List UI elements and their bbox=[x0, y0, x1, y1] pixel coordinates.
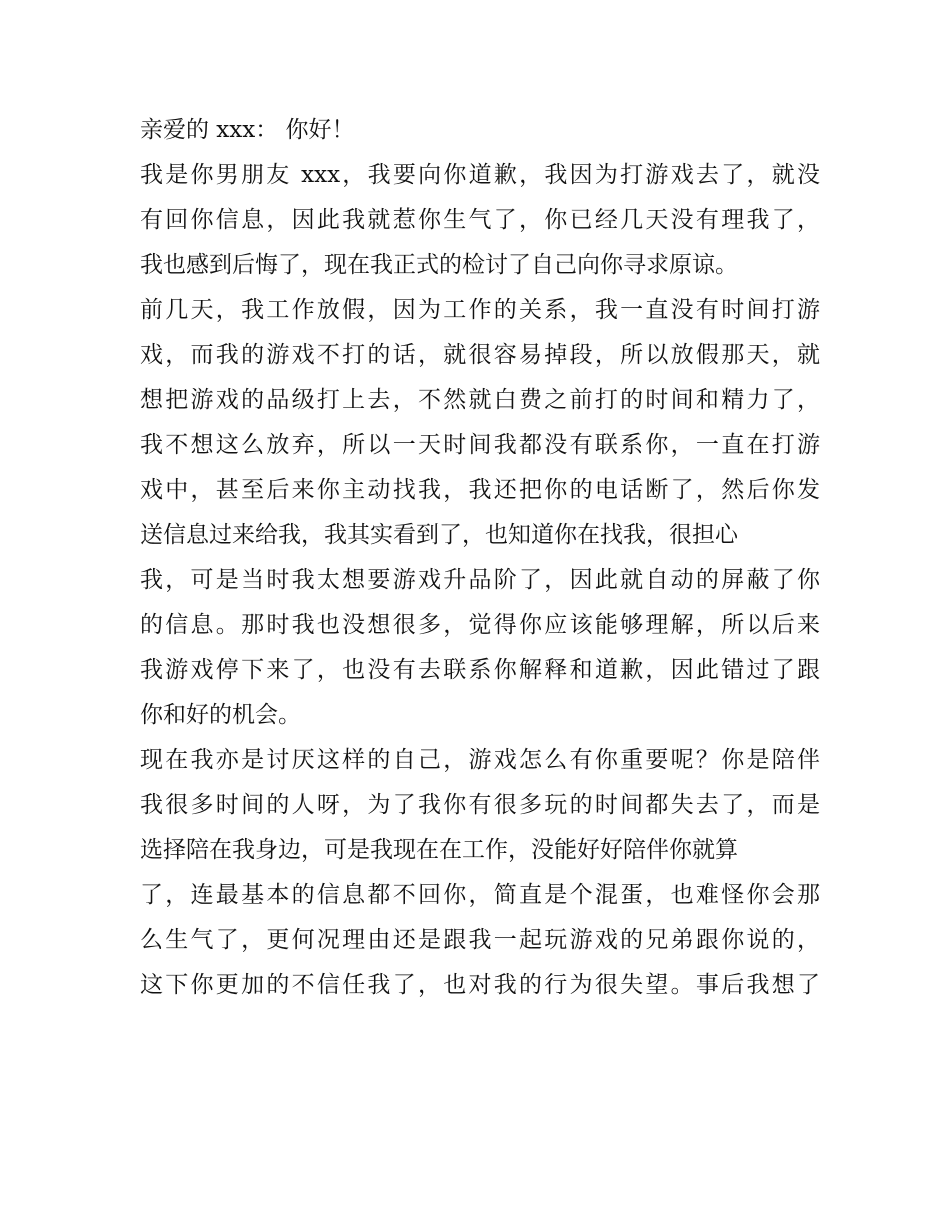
text-line: 现在我亦是讨厌这样的自己，游戏怎么有你重要呢？你是陪伴 bbox=[140, 747, 820, 773]
text-line: 送信息过来给我，我其实看到了，也知道你在找我，很担心 bbox=[140, 522, 738, 548]
text-line: 我，可是当时我太想要游戏升品阶了，因此就自动的屏蔽了你 bbox=[140, 567, 820, 593]
text-line: 戏中，甚至后来你主动找我，我还把你的电话断了，然后你发 bbox=[140, 477, 820, 503]
text-line: 我是你男朋友 xxx，我要向你道歉，我因为打游戏去了，就没 bbox=[140, 162, 820, 188]
text-line: 的信息。那时我也没想很多，觉得你应该能够理解，所以后来 bbox=[140, 612, 820, 638]
text-line: 我不想这么放弃，所以一天时间我都没有联系你，一直在打游 bbox=[140, 432, 820, 458]
text-line: 么生气了，更何况理由还是跟我一起玩游戏的兄弟跟你说的， bbox=[140, 927, 820, 953]
text-line: 想把游戏的品级打上去，不然就白费之前打的时间和精力了， bbox=[140, 387, 820, 413]
text-line: 戏，而我的游戏不打的话，就很容易掉段，所以放假那天，就 bbox=[140, 342, 820, 368]
text-line: 选择陪在我身边，可是我现在在工作，没能好好陪伴你就算 bbox=[140, 837, 738, 863]
text-line: 有回你信息，因此我就惹你生气了，你已经几天没有理我了， bbox=[140, 207, 820, 233]
text-line: 我很多时间的人呀，为了我你有很多玩的时间都失去了，而是 bbox=[140, 792, 820, 818]
letter-body bbox=[140, 108, 820, 1008]
text-line: 亲爱的 xxx： 你好！ bbox=[140, 117, 355, 143]
text-line: 我游戏停下来了，也没有去联系你解释和道歉，因此错过了跟 bbox=[140, 657, 820, 683]
text-line: 了，连最基本的信息都不回你，简直是个混蛋，也难怪你会那 bbox=[140, 882, 820, 908]
text-line: 前几天，我工作放假，因为工作的关系，我一直没有时间打游 bbox=[140, 297, 820, 323]
text-line: 这下你更加的不信任我了，也对我的行为很失望。事后我想了 bbox=[140, 972, 820, 998]
text-line: 我也感到后悔了，现在我正式的检讨了自己向你寻求原谅。 bbox=[140, 252, 738, 278]
text-line: 你和好的机会。 bbox=[140, 702, 301, 728]
